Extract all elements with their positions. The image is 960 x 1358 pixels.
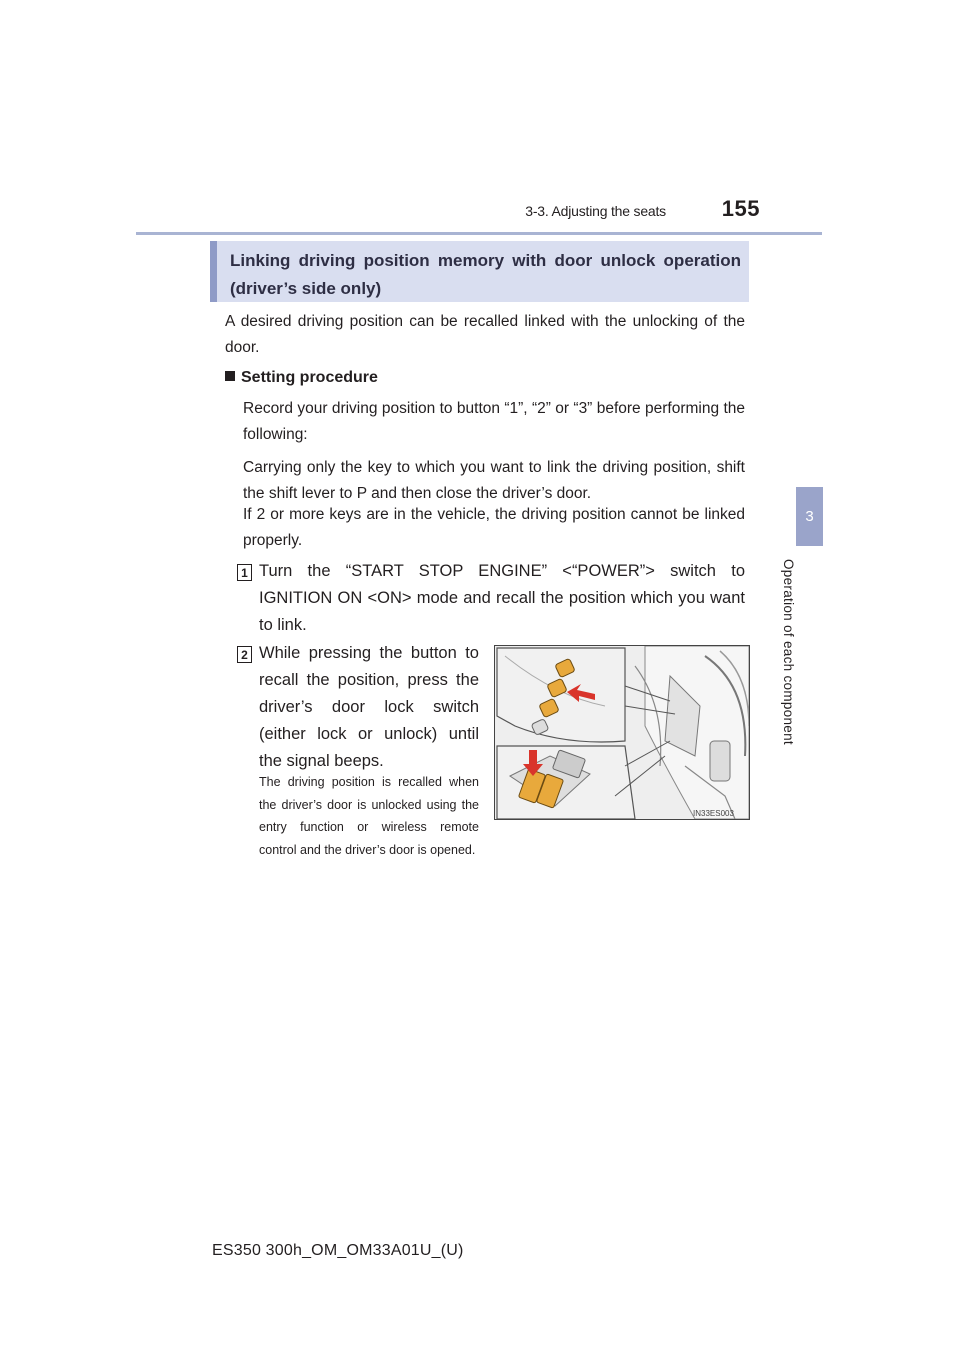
note-text: The driving position is recalled when the driver’s door is unlocked using the entry function or wireless remote control and the driver’s door is opened. (259, 775, 479, 857)
step-text-2: While pressing the button to recall the position, press the driver’s door lock switch (either lock or unlock) until the signal beeps. (259, 644, 479, 770)
procedure-paragraph-2: Carrying only the key to which you want to link the driving position, shift the shift lever to P and then close the driver’s door. (243, 459, 745, 502)
chapter-tab[interactable] (796, 487, 823, 546)
chapter-title: Operation of each component (781, 559, 796, 745)
footer-model-code: ES350 300h_OM_OM33A01U_(U) (212, 1242, 464, 1259)
step-number-2: 2 (237, 646, 252, 663)
page-number: 155 (721, 196, 760, 221)
section-title: Linking driving position memory with door unlock operation (driver’s side only) (230, 251, 741, 298)
header-section-title: 3-3. Adjusting the seats (525, 203, 666, 219)
intro-paragraph: A desired driving position can be recalled linked with the unlocking of the door. (225, 313, 745, 356)
procedure-paragraph-1: Record your driving position to button “1”, “2” or “3” before performing the following: (243, 400, 745, 443)
subheading (225, 367, 378, 389)
subheading-text: Setting procedure (241, 369, 378, 386)
illustration-svg (495, 646, 749, 819)
procedure-paragraph-3: If 2 or more keys are in the vehicle, the driving position cannot be linked properly. (243, 506, 745, 549)
section-title-box (210, 241, 749, 302)
square-bullet-icon (225, 371, 235, 381)
door-switch-illustration (494, 645, 750, 820)
chapter-number: 3 (805, 508, 814, 525)
step-number-1: 1 (237, 564, 252, 581)
header-rule (136, 232, 822, 235)
figure-code: IN33ES003 (693, 809, 734, 818)
step-text-1: Turn the “START STOP ENGINE” <“POWER”> switch to IGNITION ON <ON> mode and recall the position which you want to link. (259, 562, 745, 634)
